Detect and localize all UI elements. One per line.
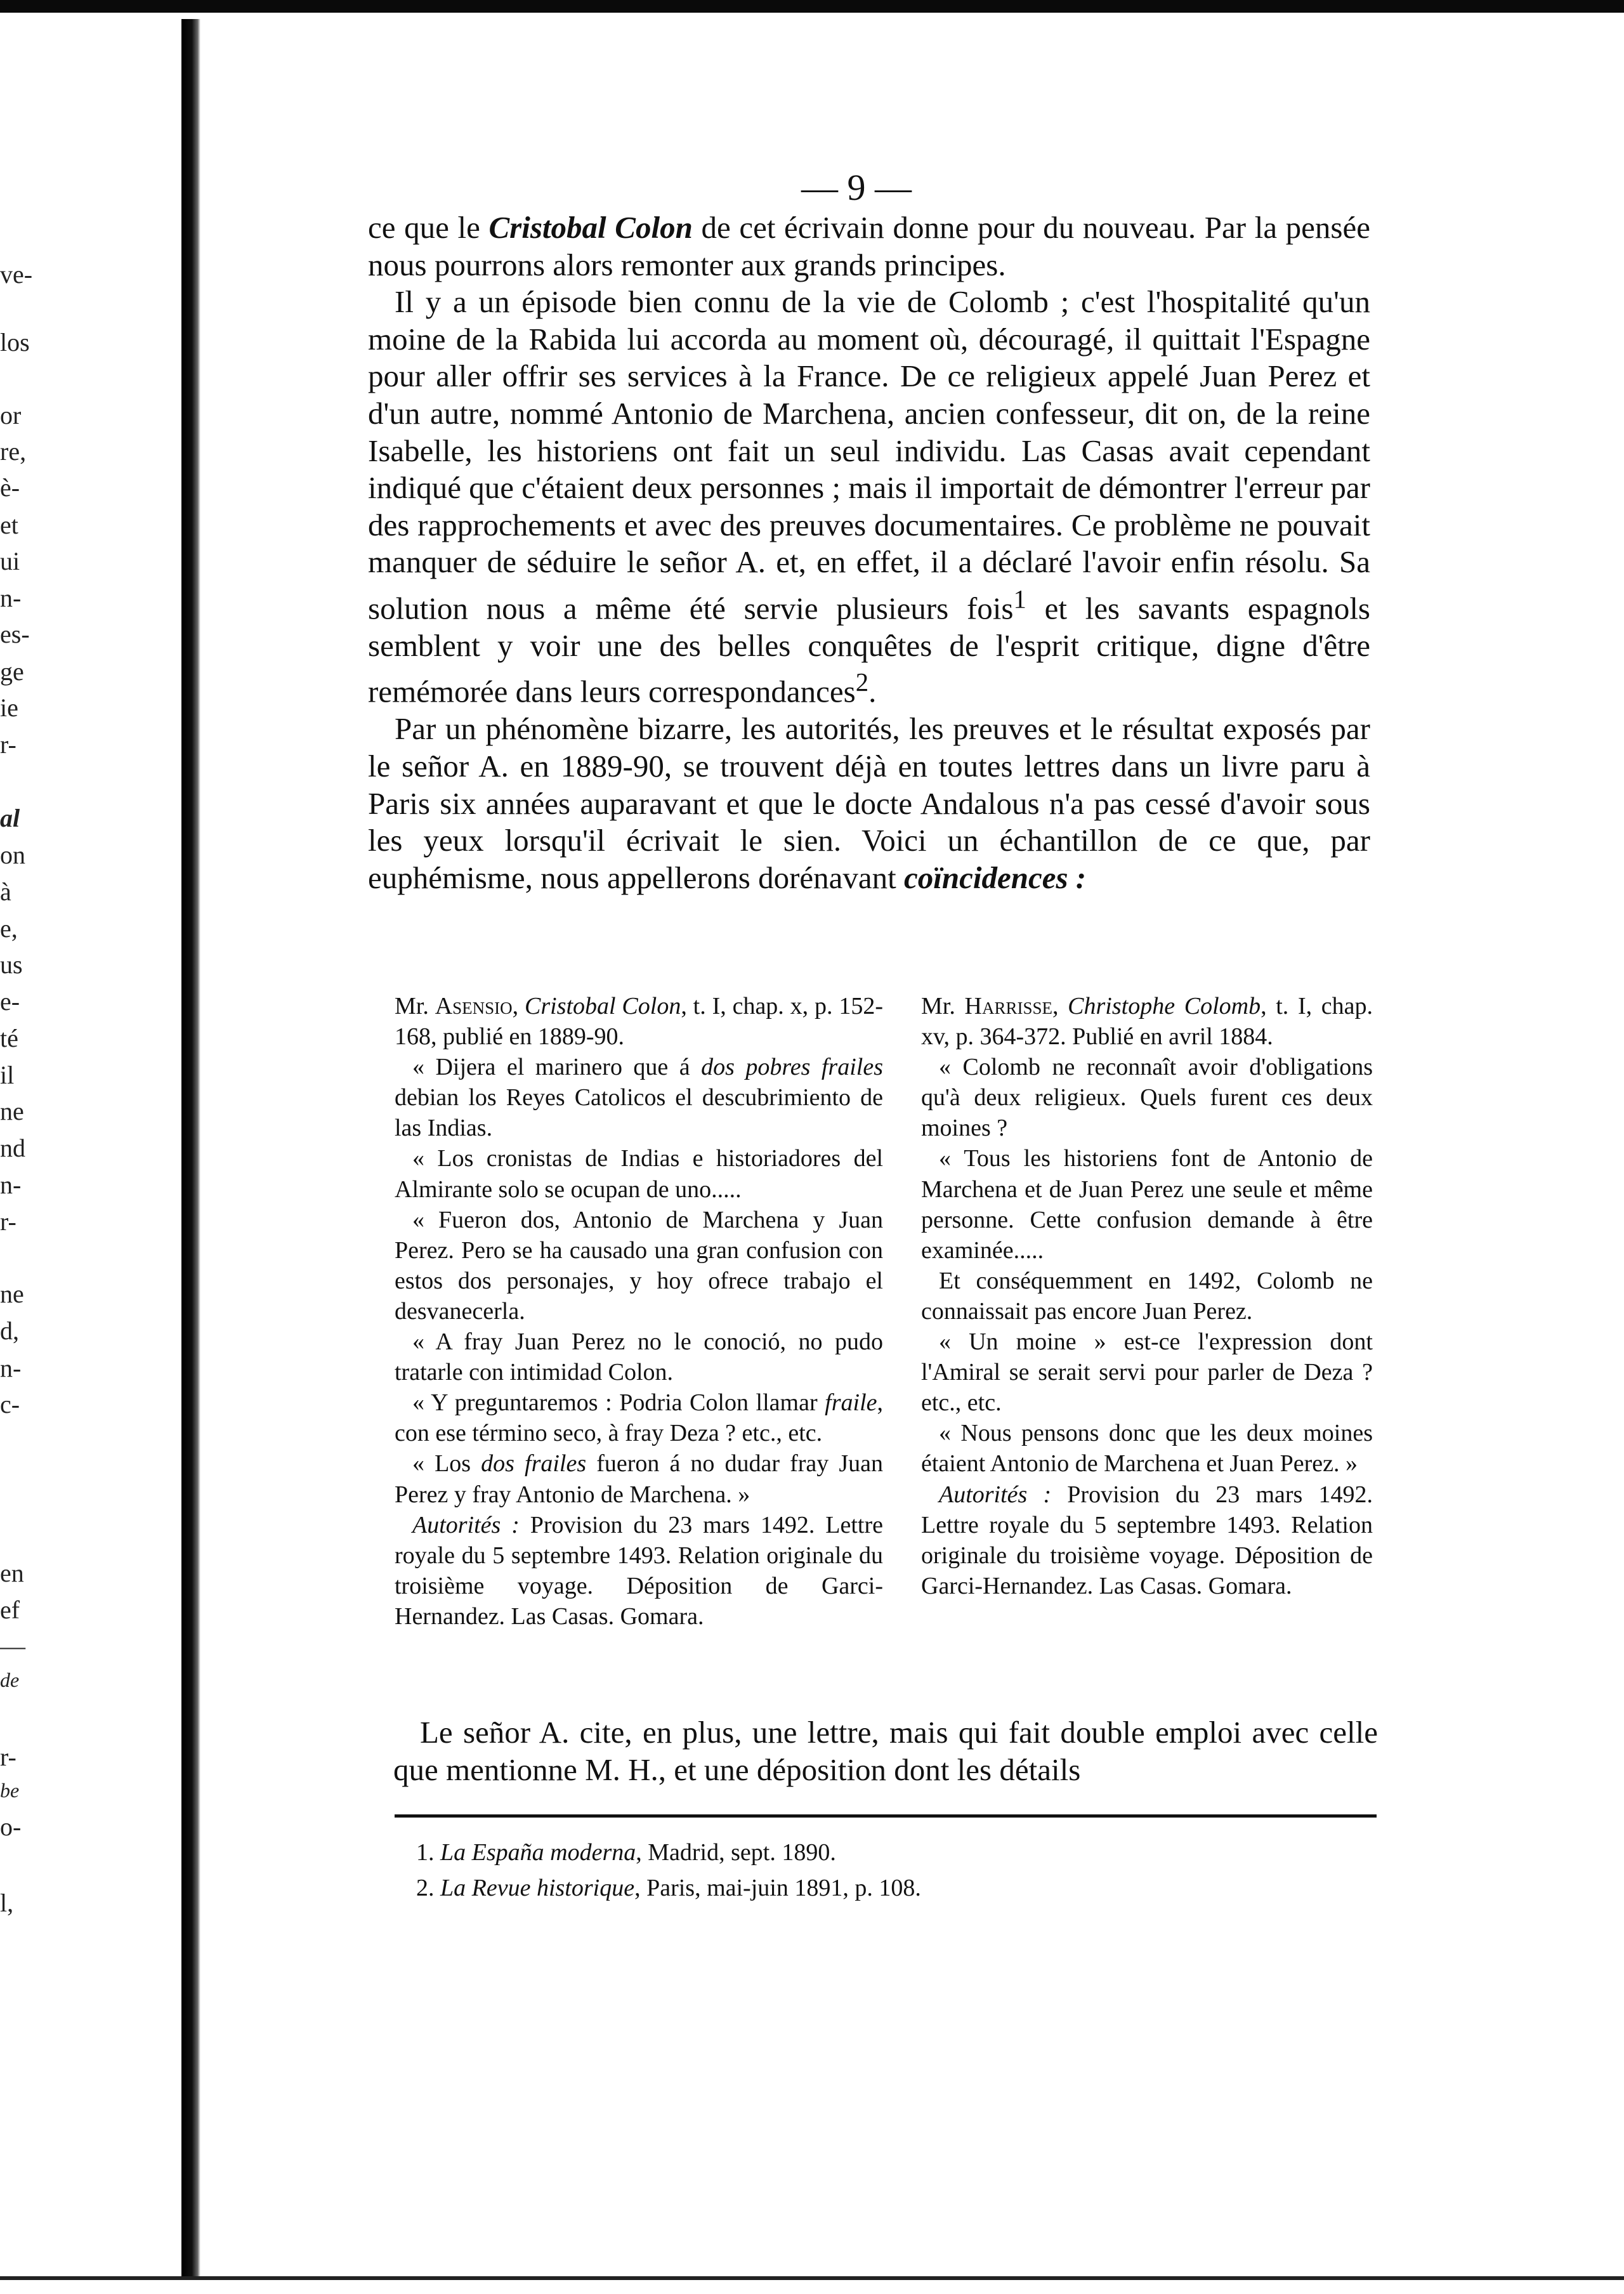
margin-fragment: r- xyxy=(0,730,16,759)
footnote-2: 2. La Revue historique, Paris, mai-juin 1891, p. 108. xyxy=(416,1875,921,1901)
margin-fragment: r- xyxy=(0,1207,16,1236)
footnote-ref: 2 xyxy=(855,668,869,697)
margin-fragment: n- xyxy=(0,584,22,612)
paragraph-2: Il y a un épisode bien connu de la vie de Colomb ; c'est l'hospitalité qu'un moine de la Rabida lui accorda au moment où, découragé, il quittait l'Espagne pour aller offrir ses services à la France. De ce religieux appelé Juan Perez et d'un autre, nommé Antonio de Marchena, ancien confesseur, dit on, de la reine Isabelle, les historiens ont fait un seul individu. Las Casas avait cependant indiqué que c'étaient deux personnes ; mais il importait de démontrer l'erreur par des rapprochements et avec des preuves documentaires. Ce problème ne pouvait manquer de séduire le señor A. et, en effet, il a déclaré l'avoir enfin résolu. Sa solution nous a même été servie plusieurs fois$^1$ et les savants espagnols semblent y voir une des belles conquêtes de l'esprit critique, digne d'être remémorée dans leurs correspondances$^2$. xyxy=(368,284,1370,709)
margin-fragment: or xyxy=(0,401,22,429)
book-gutter xyxy=(181,19,200,2278)
paragraph-3: Par un phénomène bizarre, les autorités, les preuves et le résultat exposés par le señor A. en 1889-90, se trouvent déjà en toutes lettres dans un livre paru à Paris six années auparavant et que le docte Andalous n'a pas cessé d'avoir sous les yeux lorsqu'il écrivait le sien. Voici un échantillon de ce que, par euphémisme, nous appellerons dorénavant coïncidences : xyxy=(368,711,1370,895)
footnote-1: 1. La España moderna, Madrid, sept. 1890. xyxy=(416,1839,836,1866)
margin-fragment: be xyxy=(0,1779,20,1802)
closing-paragraph: Le señor A. cite, en plus, une lettre, mais qui fait double emploi avec celle que mentionne M. H., et une déposition dont les détails xyxy=(393,1715,1378,1787)
margin-fragment: de xyxy=(0,1668,20,1691)
margin-fragment: on xyxy=(0,841,25,869)
quote: « Y preguntaremos : Podria Colon llamar fraile, con ese término seco, à fray Deza ? etc., etc. xyxy=(395,1389,883,1447)
margin-fragment: re, xyxy=(0,437,27,466)
italic-term: coïncidences : xyxy=(904,860,1087,895)
margin-fragment: ef xyxy=(0,1596,20,1624)
quote: Et conséquemment en 1492, Colomb ne connaissait pas encore Juan Perez. xyxy=(921,1267,1373,1325)
quote: « Los cronistas de Indias e historiadores del Almirante solo se ocupan de uno..... xyxy=(395,1145,883,1203)
quote: « Un moine » est-ce l'expression dont l'Amiral se serait servi pour parler de Deza ? etc., etc. xyxy=(921,1328,1373,1417)
margin-fragment: al xyxy=(0,804,20,832)
margin-fragment: r- xyxy=(0,1743,16,1771)
quote: « A fray Juan Perez no le conoció, no pudo tratarle con intimidad Colon. xyxy=(395,1328,883,1386)
authorities: Autorités : Provision du 23 mars 1492. Lettre royale du 5 septembre 1493. Relation originale du troisième voyage. Déposition de Garci-Hernandez. Las Casas. Gomara. xyxy=(921,1481,1373,1599)
book-title: Cristobal Colon xyxy=(488,210,693,245)
footnote-ref: 1 xyxy=(1013,584,1026,613)
quote: « Dijera el marinero que á dos pobres frailes debian los Reyes Catolicos el descubrimiento de las Indias. xyxy=(395,1054,883,1142)
facing-page-margin xyxy=(0,13,181,2278)
footnotes xyxy=(416,1835,921,1906)
scan-top-edge xyxy=(0,0,1624,13)
margin-fragment: ge xyxy=(0,657,24,686)
margin-fragment: ne xyxy=(0,1280,24,1308)
footnote-rule xyxy=(395,1814,1377,1818)
margin-fragment: ui xyxy=(0,547,20,575)
margin-fragment: en xyxy=(0,1559,24,1587)
margin-fragment: o- xyxy=(0,1812,22,1841)
quote: « Los dos frailes fueron á no dudar fray Juan Perez y fray Antonio de Marchena. » xyxy=(395,1450,883,1508)
margin-fragment: es- xyxy=(0,620,30,648)
margin-fragment: et xyxy=(0,511,18,539)
main-text xyxy=(368,209,1370,896)
authorities: Autorités : Provision du 23 mars 1492. Lettre royale du 5 septembre 1493. Relation originale du troisième voyage. Déposition de Garci-Hernandez. Las Casas. Gomara. xyxy=(395,1511,883,1630)
margin-fragment: il xyxy=(0,1061,15,1089)
page-number: — 9 — xyxy=(801,167,912,208)
margin-fragment: los xyxy=(0,328,30,357)
column-heading: Mr. Harrisse, Christophe Colomb, t. I, chap. xv, p. 364-372. Publié en avril 1884. xyxy=(921,993,1373,1051)
margin-fragment: n- xyxy=(0,1354,22,1382)
margin-fragment: è- xyxy=(0,473,20,502)
scan-bottom-edge xyxy=(0,2276,1624,2280)
paragraph-1: ce que le Cristobal Colon de cet écrivain donne pour du nouveau. Par la pensée nous pourrons alors remonter aux grands principes. xyxy=(368,210,1371,282)
quote: « Nous pensons donc que les deux moines étaient Antonio de Marchena et Juan Perez. » xyxy=(921,1420,1373,1478)
margin-fragment: ve- xyxy=(0,260,33,289)
margin-fragment: ie xyxy=(0,693,18,722)
harrisse-column xyxy=(921,991,1373,1601)
margin-fragment: c- xyxy=(0,1390,20,1419)
margin-fragment: nd xyxy=(0,1134,25,1162)
margin-fragment: à xyxy=(0,877,11,906)
margin-fragment: e, xyxy=(0,914,18,943)
margin-fragment: us xyxy=(0,950,23,979)
margin-fragment: l, xyxy=(0,1889,14,1917)
margin-fragment: d, xyxy=(0,1316,19,1345)
margin-fragment: n- xyxy=(0,1170,22,1199)
quote: « Tous les historiens font de Antonio de Marchena et de Juan Perez une seule et même personne. Cette confusion demande à être examinée..... xyxy=(921,1145,1373,1264)
asensio-column xyxy=(395,991,883,1632)
margin-fragment: ne xyxy=(0,1097,24,1125)
margin-fragment: — xyxy=(0,1632,25,1660)
margin-fragment: té xyxy=(0,1024,18,1052)
margin-fragment: e- xyxy=(0,987,20,1016)
quote: « Colomb ne reconnaît avoir d'obligations qu'à deux religieux. Quels furent ces deux moines ? xyxy=(921,1054,1373,1142)
column-heading: Mr. Asensio, Cristobal Colon, t. I, chap. x, p. 152-168, publié en 1889-90. xyxy=(395,993,883,1051)
quote: « Fueron dos, Antonio de Marchena y Juan Perez. Pero se ha causado una gran confusion con estos dos personajes, y hoy ofrece trabajo el desvanecerla. xyxy=(395,1206,883,1325)
